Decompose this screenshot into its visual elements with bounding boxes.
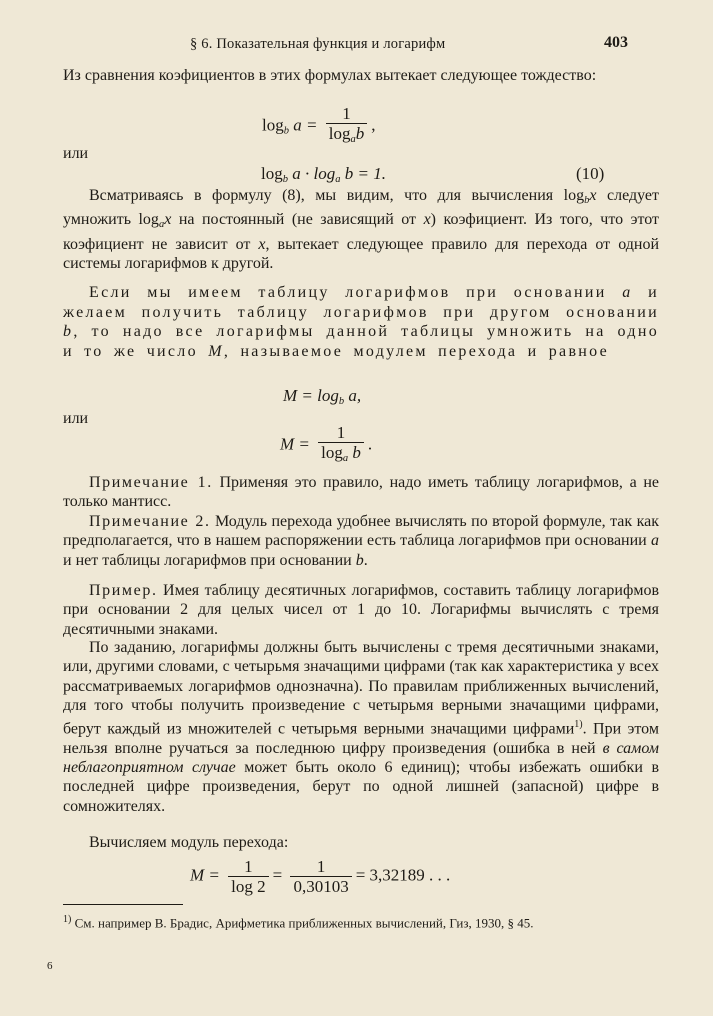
- note2-var-a: a: [651, 532, 659, 550]
- f5-equals: =: [272, 865, 283, 885]
- p2-sub-b: b: [584, 195, 590, 206]
- p2-c: на постоянный (не зависящий от: [178, 211, 417, 229]
- f4-fraction: [318, 423, 364, 468]
- formula-modulus: [283, 386, 361, 407]
- f4-den-log: log: [321, 443, 343, 462]
- rule-var-a: a: [622, 284, 633, 301]
- f5-result: = 3,32189 . . .: [355, 865, 451, 885]
- note1-label: Примечание 1.: [89, 474, 213, 491]
- note2-label: Примечание 2.: [89, 513, 211, 530]
- f3-var: a,: [348, 386, 362, 405]
- footnote-text: См. например В. Брадис, Арифметика приближенных вычислений, Гиз, 1930, § 45.: [74, 915, 534, 931]
- f3-sub: b: [338, 396, 345, 407]
- paragraph-explanation: [63, 638, 659, 816]
- rule-var-m: M: [208, 342, 224, 360]
- footnote-mark: 1): [63, 914, 72, 925]
- f4-den-var: b: [352, 443, 361, 462]
- f3-lhs: M = log: [283, 386, 339, 405]
- note2-text-b: и нет таблицы логарифмов при основании: [63, 551, 352, 569]
- f5-numerator-1: 1: [244, 857, 253, 876]
- f5-denominator-2: 0,30103: [290, 876, 351, 896]
- f1-den-log: log: [328, 124, 351, 143]
- paragraph-note-1: [63, 473, 659, 512]
- f2-sub-a: a: [335, 174, 341, 185]
- paragraph-note-2: [63, 512, 659, 570]
- example-label: Пример.: [89, 582, 158, 599]
- formula-modulus-value: [190, 857, 450, 896]
- rule-var-b: b: [63, 323, 74, 340]
- f5-fraction-2: [290, 857, 351, 896]
- f2-log: log: [261, 164, 283, 183]
- f5-numerator-2: 1: [316, 857, 326, 876]
- p3-c: может быть около 6 единиц); чтобы избежать ошибки в последней цифре произведения, берут по одной лишней (запасной) цифре в сомножителях.: [63, 759, 660, 815]
- example-text: Имея таблицу десятичных логарифмов, составить таблицу логарифмов при основании 2 для целых чисел от 1 до 10. Логарифмы вычислять с тремя десятичными знаками.: [63, 582, 660, 638]
- f2-sub-b: b: [282, 174, 288, 185]
- page-number: 403: [604, 34, 628, 51]
- f2-end: b = 1.: [344, 164, 386, 183]
- paragraph-rule: [63, 283, 659, 361]
- f5-lhs: M =: [190, 865, 220, 885]
- f4-denominator: [318, 442, 364, 468]
- note1-text: Применяя это правило, надо иметь таблицу логарифмов, а не только мантисс.: [63, 474, 660, 511]
- signature-mark: 6: [47, 960, 53, 972]
- p2-x3: x: [423, 211, 431, 229]
- f1-den-var: b: [355, 124, 365, 143]
- rule-b: и желаем получить таблицу логарифмов при другом основании: [63, 284, 659, 321]
- rule-d: , называемое модулем перехода и равное: [223, 342, 610, 360]
- note2-text-c: .: [363, 551, 368, 569]
- p2-x2: x: [164, 211, 172, 229]
- formula-reciprocal-log: [262, 104, 375, 149]
- footnote-rule: [63, 904, 183, 905]
- rule-c: , то надо все логарифмы данной таблицы умножить на одно и то же число: [63, 323, 659, 360]
- p2-sub-a: a: [158, 219, 165, 231]
- f4-lhs: M =: [280, 434, 310, 454]
- f1-fraction: [326, 104, 367, 149]
- p2-b: следует умножить: [63, 187, 660, 229]
- f1-log: log: [262, 115, 284, 135]
- word-or-1: или: [63, 145, 89, 162]
- f4-den-sub: a: [342, 453, 349, 464]
- formula-product-identity: [261, 164, 386, 185]
- p2-x4: x: [258, 235, 266, 253]
- p3-italic: в самом неблагоприятном случае: [63, 739, 659, 777]
- equation-number: (10): [576, 164, 605, 183]
- f1-numerator: 1: [342, 104, 351, 123]
- footnote-reference: 1): [574, 719, 583, 731]
- paragraph-compute-modulus: Вычисляем модуль перехода:: [89, 834, 289, 851]
- f5-denominator-1: log 2: [228, 876, 268, 896]
- f1-comma: ,: [371, 115, 376, 135]
- word-or-2: или: [63, 410, 89, 427]
- f1-denominator: [326, 123, 367, 149]
- f4-period: .: [367, 434, 373, 454]
- f5-fraction-1: [228, 857, 268, 896]
- f4-numerator: 1: [336, 423, 346, 442]
- p3-b: . При этом нельзя вполне ручаться за последнюю цифру произведения (ошибка в ней: [63, 720, 659, 757]
- footnote: [63, 912, 659, 930]
- p2-d: ) коэфициент. Из того, что этот коэфициент не зависит от: [63, 211, 660, 253]
- formula-modulus-reciprocal: [280, 423, 372, 468]
- running-header: [0, 34, 713, 56]
- f1-sub-b: b: [283, 125, 289, 137]
- paragraph-observation: Всматриваясь в формулу (8), мы видим, что для вычисления $\log_bx$ следует умножить $\log_ax$ на постоянный (не зависящий от x) коэфициент. Из того, что этот коэфициент не зависит от x, вытекает следующее правило для перехода от одной системы логарифмов к другой.: [63, 187, 660, 272]
- note2-text-a: Модуль перехода удобнее вычислять по второй формуле, так как предполагается, что в нашем распоряжении есть таблица логарифмов при основании: [63, 513, 659, 550]
- note2-var-b: b: [355, 551, 364, 569]
- p3-a: По заданию, логарифмы должны быть вычислены с тремя десятичными знаками, или, другими словами, с четырьмя значащими цифрами (так как характеристика у всех рассматриваемых логарифмов однозначна). По правилам приближенных вычислений, для того чтобы получить произведение с четырьмя верными значащими цифрами, берут каждый из множителей с четырьмя верными значащими цифрами: [63, 639, 659, 738]
- rule-a: Если мы имеем таблицу логарифмов при основании: [89, 284, 607, 301]
- p2-x1: x: [589, 187, 597, 204]
- f1-var-a: a =: [293, 115, 318, 135]
- header-title: § 6. Показательная функция и логарифм: [190, 36, 446, 52]
- p2-e: , вытекает следующее правило для перехода от одной системы логарифмов к другой.: [63, 235, 660, 272]
- paragraph-example: [63, 581, 659, 639]
- f1-den-sub: a: [350, 134, 356, 145]
- p2-a: Всматриваясь в формулу (8), мы видим, что для вычисления: [89, 187, 554, 204]
- f2-mid: a · log: [292, 164, 336, 183]
- paragraph-identity-intro: Из сравнения коэфициентов в этих формулах вытекает следующее тождество:: [63, 67, 597, 84]
